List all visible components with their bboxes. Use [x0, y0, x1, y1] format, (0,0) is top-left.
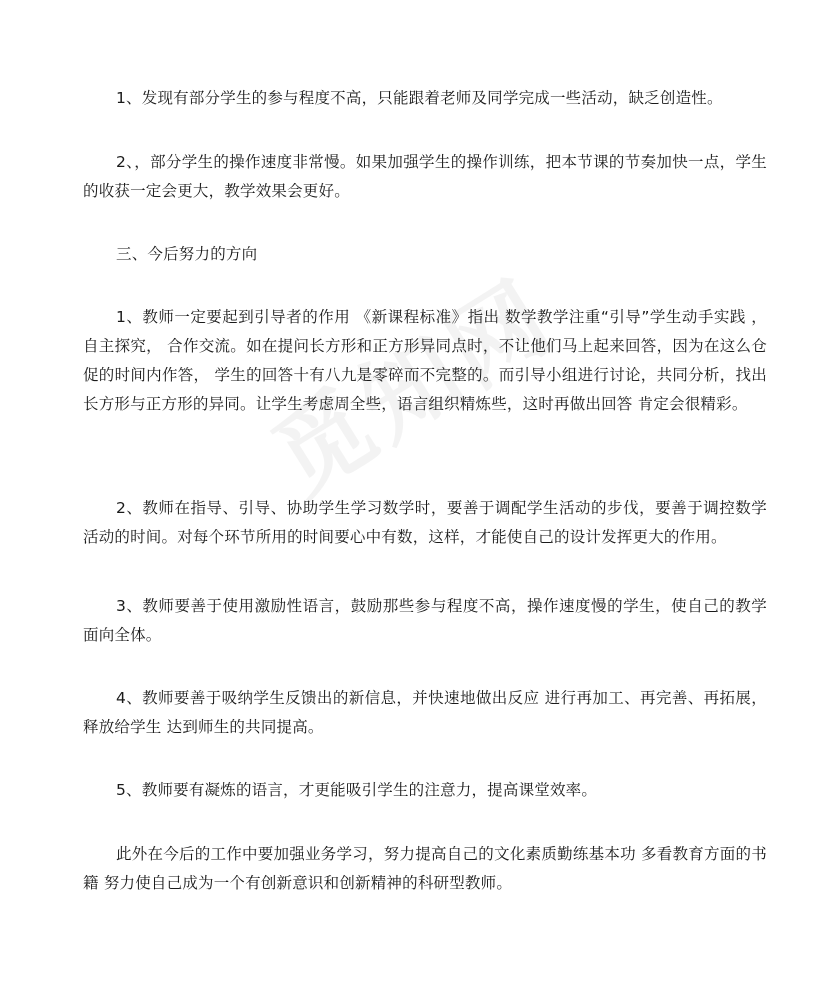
- paragraph-finding-2: 2、，部分学生的操作速度非常慢。如果加强学生的操作训练，把本节课的节奏加快一点，学生的收获一定会更大，教学效果会更好。: [83, 153, 767, 200]
- paragraph-direction-5: 5、教师要有凝炼的语言，才更能吸引学生的注意力，提高课堂效率。: [116, 781, 598, 799]
- paragraph-finding-1: 1、发现有部分学生的参与程度不高，只能跟着老师及同学完成一些活动，缺乏创造性。: [116, 89, 723, 107]
- paragraph-direction-2: 2、教师在指导、引导、协助学生学习数学时，要善于调配学生活动的步伐，要善于调控数学活动的时间。对每个环节所用的时间要心中有数，这样，才能使自己的设计发挥更大的作用。: [83, 499, 767, 546]
- paragraph-direction-3: 3、教师要善于使用激励性语言，鼓励那些参与程度不高，操作速度慢的学生，使自己的教学面向全体。: [83, 597, 767, 644]
- section-heading: 三、今后努力的方向: [116, 245, 258, 263]
- paragraph-direction-4: 4、教师要善于吸纳学生反馈出的新信息，并快速地做出反应 进行再加工、再完善、再拓展，释放给学生 达到师生的共同提高。: [83, 689, 767, 736]
- paragraph-closing: 此外在今后的工作中要加强业务学习，努力提高自己的文化素质勤练基本功 多看教育方面的书籍 努力使自己成为一个有创新意识和创新精神的科研型教师。: [83, 845, 767, 892]
- paragraph-direction-1: 1、教师一定要起到引导者的作用 《新课程标准》指出 数学教学注重“引导”学生动手实践 ，自主探究， 合作交流。如在提问长方形和正方形异同点时，不让他们马上起来回答，因为在这么仓促的时间内作答， 学生的回答十有八九是零碎而不完整的。而引导小组进行讨论，共同分析，找出长方形与正方形的异同。让学生考虑周全些，语言组织精炼些，这时再做出回答 肯定会很精彩。: [83, 308, 767, 413]
